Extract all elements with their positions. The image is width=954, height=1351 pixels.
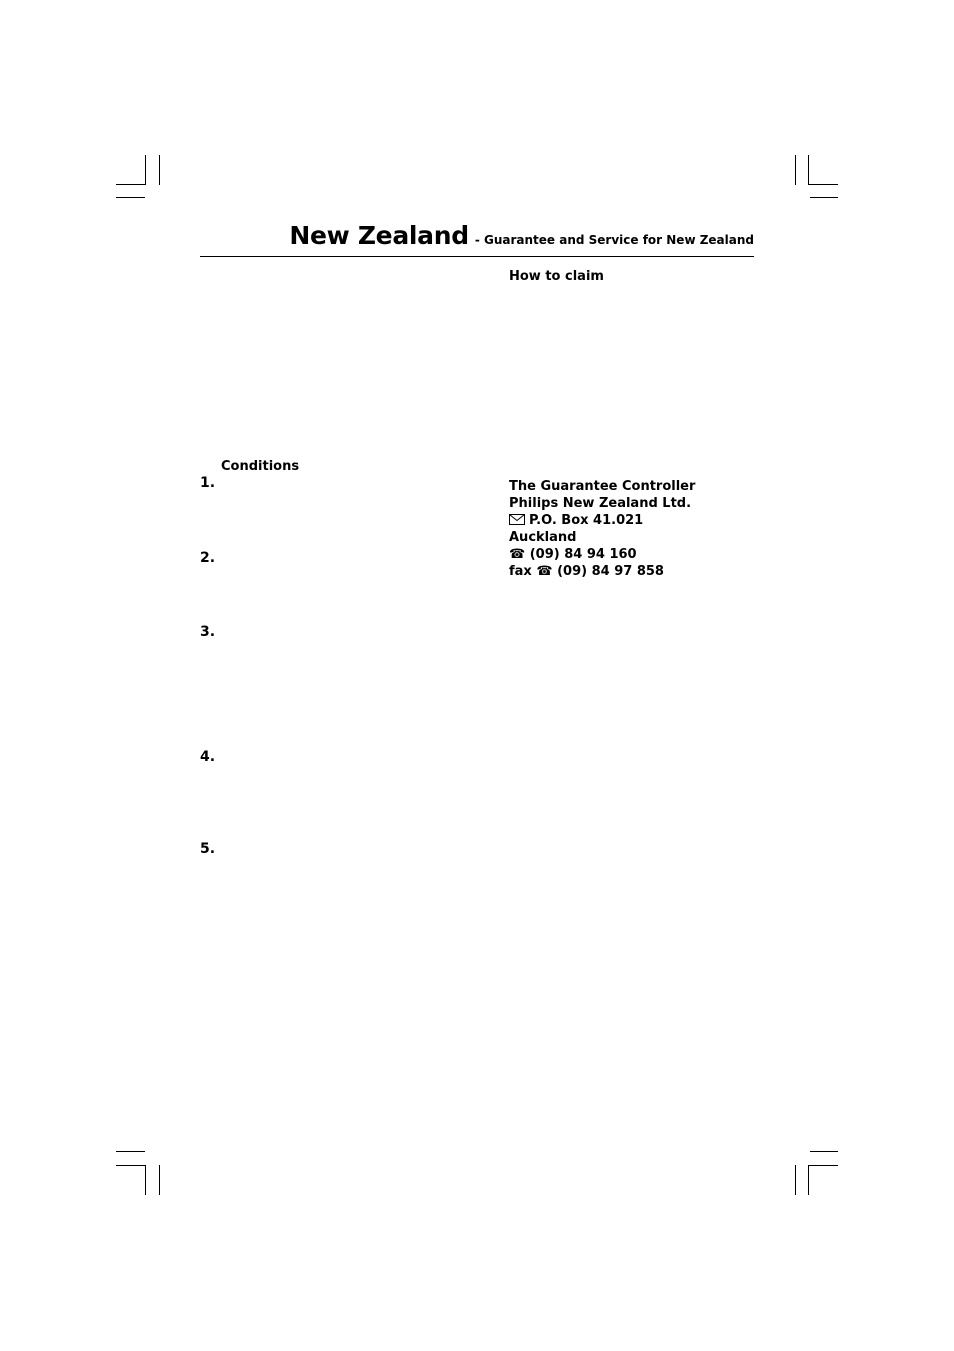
condition-number: 2. xyxy=(200,550,216,566)
crop-mark xyxy=(810,197,838,198)
crop-mark xyxy=(116,197,145,198)
crop-mark xyxy=(116,1151,145,1152)
condition-number: 5. xyxy=(200,841,216,857)
page-title: New Zealand xyxy=(289,221,469,250)
po-box-line xyxy=(509,512,695,529)
address-block xyxy=(509,478,695,580)
crop-mark xyxy=(795,155,796,185)
crop-mark xyxy=(145,155,146,185)
fax-line xyxy=(509,563,695,580)
address-city: Auckland xyxy=(509,530,577,545)
envelope-icon xyxy=(509,514,525,525)
header-rule xyxy=(200,256,754,257)
fax-label: fax xyxy=(509,564,532,579)
crop-mark xyxy=(808,155,809,185)
crop-mark xyxy=(810,1151,838,1152)
condition-number: 1. xyxy=(200,475,216,491)
crop-mark xyxy=(116,1165,145,1166)
address-line: The Guarantee Controller xyxy=(509,479,696,494)
condition-number: 4. xyxy=(200,749,216,765)
conditions-heading: Conditions xyxy=(221,459,300,474)
telephone-icon: ☎ xyxy=(536,564,553,579)
crop-mark xyxy=(808,184,838,185)
crop-mark xyxy=(808,1165,809,1195)
po-box: P.O. Box 41.021 xyxy=(529,513,644,528)
crop-mark xyxy=(116,184,145,185)
page-subtitle: - Guarantee and Service for New Zealand xyxy=(474,233,754,247)
crop-mark xyxy=(808,1165,838,1166)
crop-mark xyxy=(159,1165,160,1195)
crop-mark xyxy=(795,1165,796,1195)
telephone-icon: ☎ xyxy=(509,547,526,562)
phone-line xyxy=(509,546,695,563)
page-header xyxy=(200,221,754,254)
crop-mark xyxy=(159,155,160,185)
condition-number: 3. xyxy=(200,624,216,640)
phone-number: (09) 84 94 160 xyxy=(529,547,637,562)
how-to-claim-heading: How to claim xyxy=(509,269,604,284)
fax-number: (09) 84 97 858 xyxy=(557,564,664,579)
crop-mark xyxy=(145,1165,146,1195)
address-line: Philips New Zealand Ltd. xyxy=(509,496,692,511)
